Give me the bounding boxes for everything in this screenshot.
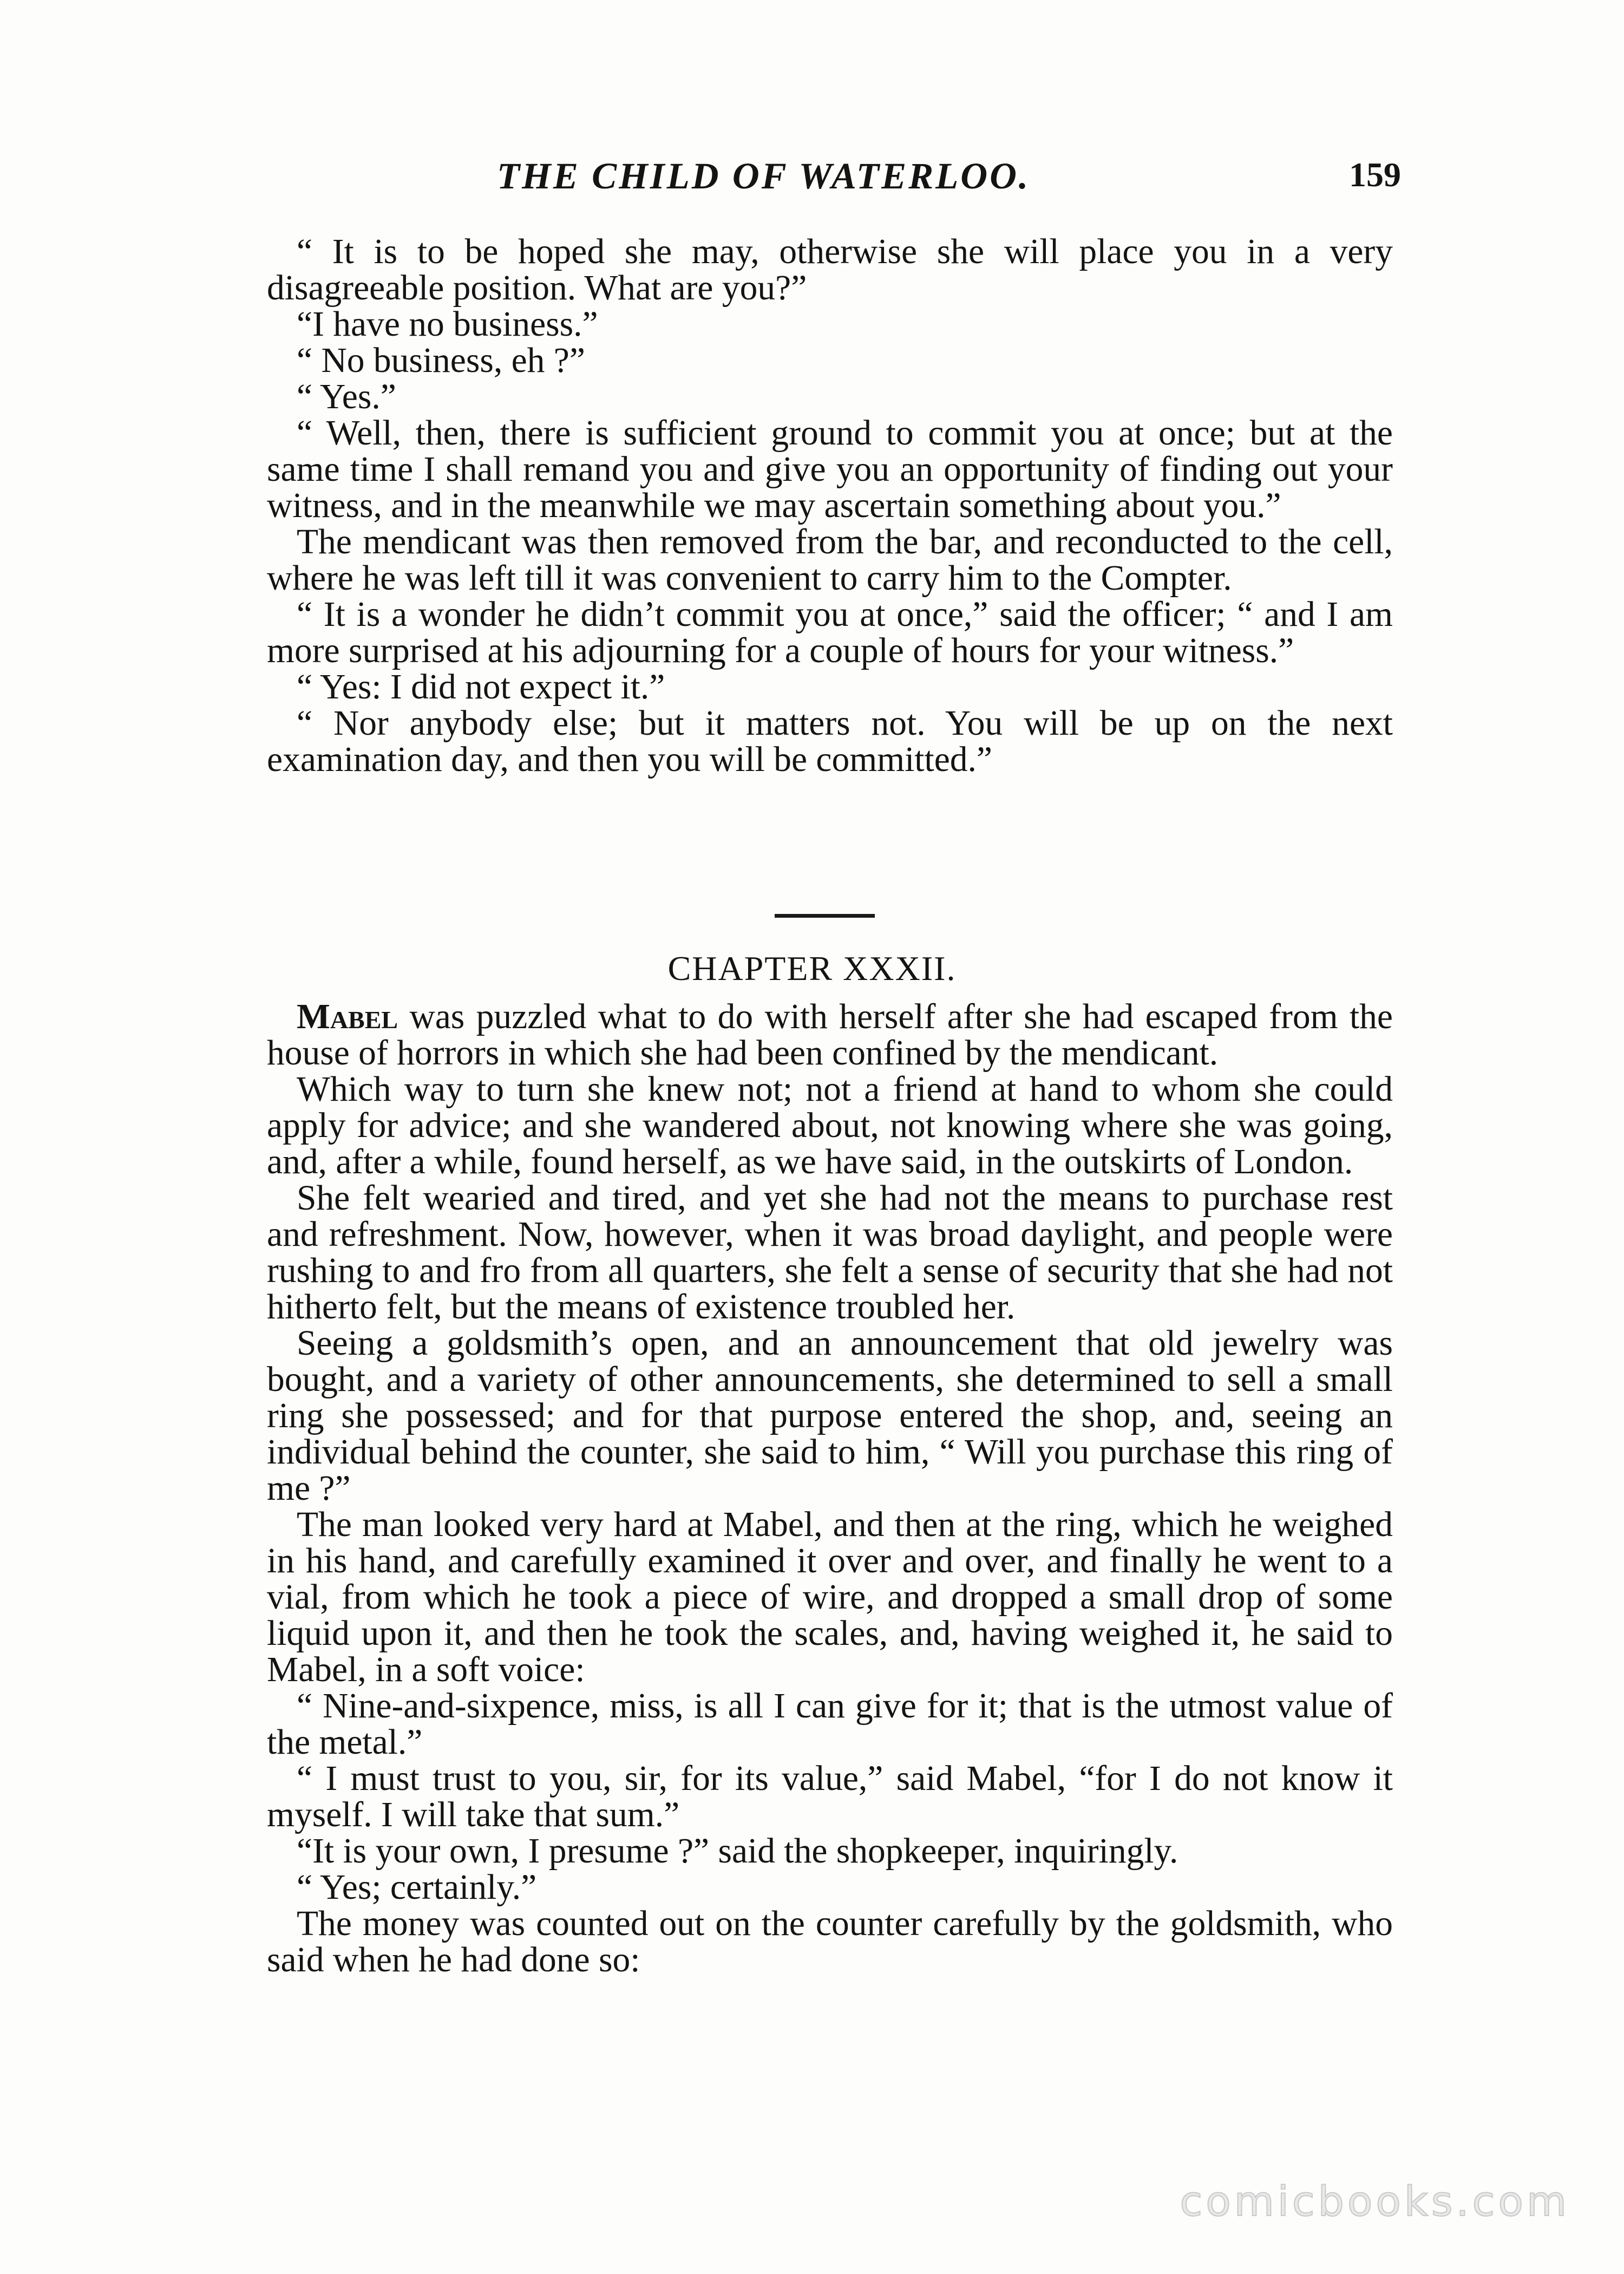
chapter-first-word: Mabel xyxy=(297,997,398,1036)
section-before-chapter xyxy=(267,234,1393,778)
paragraph: The mendicant was then removed from the bar, and reconducted to the cell, where he was left till it was convenient to carry him to the Compter. xyxy=(267,522,1393,598)
paragraph: Which way to turn she knew not; not a friend at hand to whom she could apply for advice; and she wandered about, not knowing where she was going, and, after a while, found herself, as we have said, in the outskirts of London. xyxy=(267,1070,1393,1181)
chapter-opening-text: was puzzled what to do with herself after she had escaped from the house of horrors in which she had been confined by the mendicant. xyxy=(267,997,1393,1073)
chapter-heading: CHAPTER XXXII. xyxy=(667,949,957,988)
running-title: THE CHILD OF WATERLOO. xyxy=(497,155,1031,197)
paragraph: “ Nine-and-sixpence, miss, is all I can give for it; that is the utmost value of the metal.” xyxy=(267,1687,1393,1762)
paragraph: She felt wearied and tired, and yet she had not the means to purchase rest and refreshment. Now, however, when it was broad daylight, and people were rushing to and fro from all quarters, she felt a sense of security that she had not hitherto felt, but the means of existence troubled her. xyxy=(267,1179,1393,1327)
paragraph: Seeing a goldsmith’s open, and an announcement that old jewelry was bought, and a variety of other announcements, she determined to sell a small ring she possessed; and for that purpose entered the shop, and, seeing an individual behind the counter, she said to him, “ Will you purchase this ring of me ?” xyxy=(267,1324,1393,1508)
paragraph: “ Yes.” xyxy=(297,377,396,416)
paragraph: “I have no business.” xyxy=(297,305,598,344)
paragraph: “ No business, eh ?” xyxy=(297,341,585,380)
paragraph: The money was counted out on the counter carefully by the goldsmith, who said when he had done so: xyxy=(267,1904,1393,1979)
paragraph: “ Yes: I did not expect it.” xyxy=(297,668,665,707)
paragraph: “ It is to be hoped she may, otherwise she will place you in a very disagreeable position. What are you?” xyxy=(267,232,1393,308)
chapter-opening-paragraph xyxy=(267,999,1393,1071)
paragraph: The man looked very hard at Mabel, and then at the ring, which he weighed in his hand, and carefully examined it over and over, and finally he went to a vial, from which he took a piece of wire, and dropped a small drop of some liquid upon it, and then he took the scales, and, having weighed it, he said to Mabel, in a soft voice: xyxy=(267,1505,1393,1689)
section-divider xyxy=(775,914,875,918)
paragraph: “ Yes; certainly.” xyxy=(297,1868,537,1907)
paragraph: “It is your own, I presume ?” said the shopkeeper, inquiringly. xyxy=(297,1832,1178,1871)
paragraph: “ Well, then, there is sufficient ground to commit you at once; but at the same time I shall remand you and give you an opportunity of finding out your witness, and in the meanwhile we may ascertain something about you.” xyxy=(267,414,1393,525)
chapter-body xyxy=(267,999,1393,1978)
paragraph: “ It is a wonder he didn’t commit you at once,” said the officer; “ and I am more surprised at his adjourning for a couple of hours for your witness.” xyxy=(267,595,1393,670)
watermark: comicbooks.com xyxy=(1180,2177,1570,2225)
page-number: 159 xyxy=(1349,155,1401,194)
paragraph: “ Nor anybody else; but it matters not. You will be up on the next examination day, and then you will be committed.” xyxy=(267,704,1393,779)
paragraph: “ I must trust to you, sir, for its value,” said Mabel, “for I do not know it myself. I will take that sum.” xyxy=(267,1759,1393,1834)
